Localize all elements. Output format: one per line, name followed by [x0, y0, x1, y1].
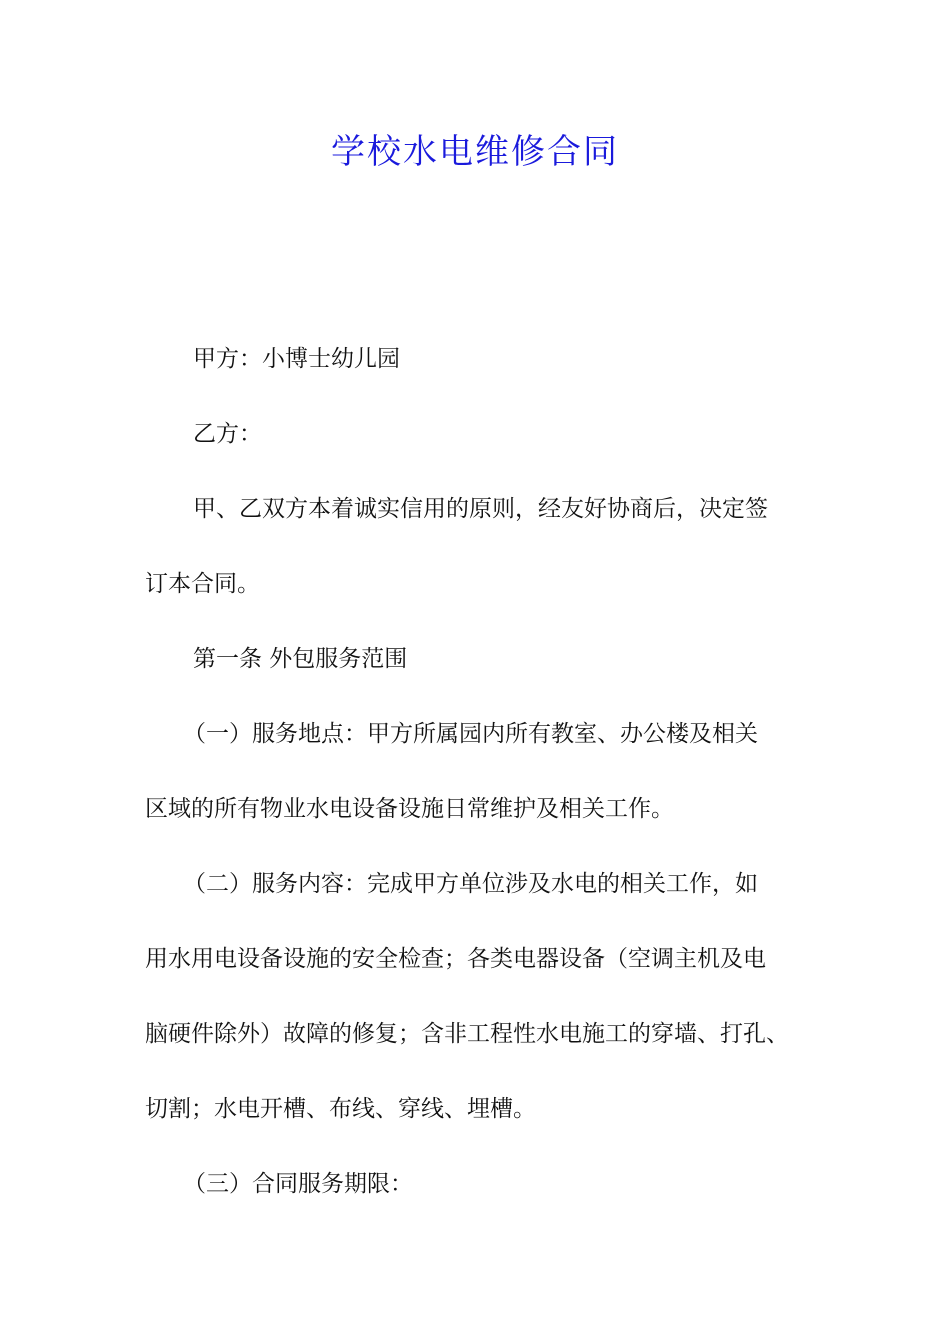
clause-3-line-1: （三）合同服务期限： — [183, 1171, 413, 1197]
article-1-heading: 第一条 外包服务范围 — [193, 646, 408, 672]
clause-1-line-1: （一）服务地点：甲方所属园内所有教室、办公楼及相关 — [183, 721, 758, 747]
clause-2-line-4: 切割；水电开槽、布线、穿线、埋槽。 — [145, 1096, 536, 1122]
document-title: 学校水电维修合同 — [331, 132, 619, 172]
preamble-line-1: 甲、乙双方本着诚实信用的原则，经友好协商后，决定签 — [193, 496, 768, 522]
party-a-line: 甲方：小博士幼儿园 — [193, 346, 400, 372]
party-b-line: 乙方： — [193, 421, 262, 447]
preamble-line-2: 订本合同。 — [145, 571, 260, 597]
clause-2-line-3: 脑硬件除外）故障的修复；含非工程性水电施工的穿墙、打孔、 — [145, 1021, 789, 1047]
clause-1-line-2: 区域的所有物业水电设备设施日常维护及相关工作。 — [145, 796, 674, 822]
clause-2-line-2: 用水用电设备设施的安全检查；各类电器设备（空调主机及电 — [145, 946, 766, 972]
clause-2-line-1: （二）服务内容：完成甲方单位涉及水电的相关工作，如 — [183, 871, 758, 897]
